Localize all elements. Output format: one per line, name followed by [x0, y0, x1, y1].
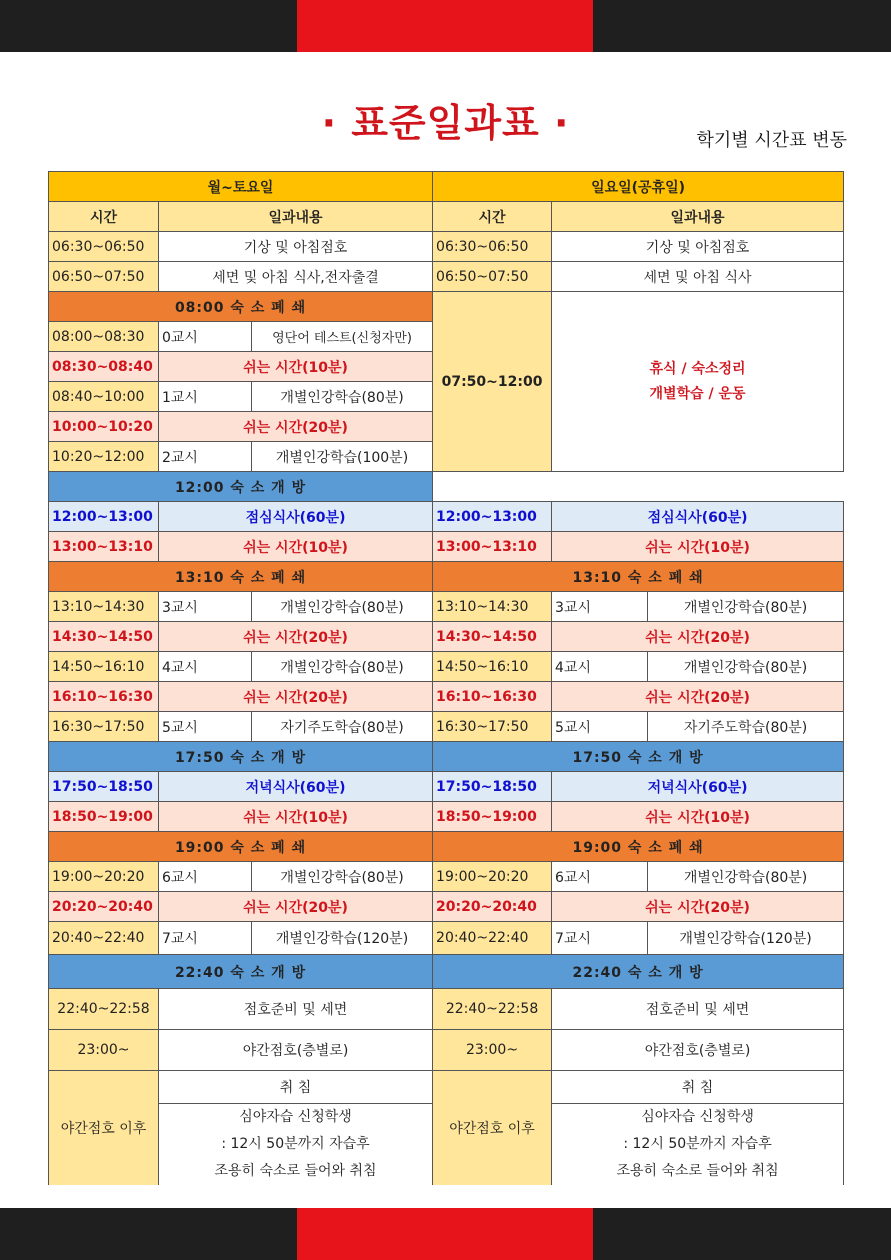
break-cell: 쉬는 시간(20분) [159, 622, 433, 652]
time-cell: 22:40~22:58 [49, 989, 159, 1030]
table-row [49, 262, 844, 292]
time-cell: 14:50~16:10 [433, 652, 552, 682]
time-cell: 06:50~07:50 [49, 262, 159, 292]
sleep-cell: 취 침 [159, 1071, 433, 1104]
table-row [49, 532, 844, 562]
time-cell: 16:30~17:50 [433, 712, 552, 742]
time-cell: 16:10~16:30 [433, 682, 552, 712]
column-header-content: 일과내용 [159, 202, 433, 232]
note-line: 심야자습 신청학생 [641, 1109, 754, 1125]
period-cell: 6교시 [159, 862, 252, 892]
time-cell: 야간점호 이후 [49, 1071, 159, 1186]
table-row [49, 172, 844, 202]
activity-cell: 세면 및 아침 식사,전자출결 [159, 262, 433, 292]
break-cell: 쉬는 시간(20분) [159, 682, 433, 712]
activity-cell: 개별인강학습(80분) [648, 592, 844, 622]
table-row [49, 989, 844, 1030]
activity-cell: 개별인강학습(80분) [648, 862, 844, 892]
period-cell: 1교시 [159, 382, 252, 412]
table-row [49, 472, 844, 502]
table-row [49, 652, 844, 682]
sunday-header: 일요일(공휴일) [433, 172, 844, 202]
table-row [49, 502, 844, 532]
time-cell: 20:40~22:40 [433, 922, 552, 955]
time-cell: 18:50~19:00 [49, 802, 159, 832]
table-row [49, 592, 844, 622]
time-cell: 19:00~20:20 [433, 862, 552, 892]
table-row [49, 772, 844, 802]
time-cell: 10:00~10:20 [49, 412, 159, 442]
table-row [49, 742, 844, 772]
time-cell: 08:30~08:40 [49, 352, 159, 382]
period-cell: 4교시 [552, 652, 648, 682]
break-cell: 쉬는 시간(10분) [159, 532, 433, 562]
time-cell: 14:30~14:50 [433, 622, 552, 652]
period-cell: 5교시 [552, 712, 648, 742]
time-cell: 10:20~12:00 [49, 442, 159, 472]
note-line: : 12시 50분까지 자습후 [221, 1136, 370, 1152]
note-line: : 12시 50분까지 자습후 [623, 1136, 772, 1152]
time-cell: 12:00~13:00 [433, 502, 552, 532]
activity-cell: 점호준비 및 세면 [552, 989, 844, 1030]
column-header-time: 시간 [49, 202, 159, 232]
activity-line: 개별학습 / 운동 [649, 385, 746, 402]
table-row [49, 622, 844, 652]
activity-cell: 자기주도학습(80분) [648, 712, 844, 742]
time-cell: 06:30~06:50 [433, 232, 552, 262]
late-study-note [159, 1104, 433, 1186]
break-cell: 쉬는 시간(20분) [159, 892, 433, 922]
time-cell: 야간점호 이후 [433, 1071, 552, 1186]
activity-cell: 자기주도학습(80분) [252, 712, 433, 742]
activity-cell: 야간점호(층별로) [159, 1030, 433, 1071]
schedule-table [48, 171, 844, 1185]
page-title: · 표준일과표 · [321, 101, 570, 145]
period-cell: 3교시 [159, 592, 252, 622]
activity-cell: 기상 및 아침점호 [552, 232, 844, 262]
period-cell: 3교시 [552, 592, 648, 622]
dorm-open-banner: 12:00 숙 소 개 방 [49, 472, 433, 502]
break-cell: 쉬는 시간(10분) [159, 352, 433, 382]
period-cell: 7교시 [159, 922, 252, 955]
page-subtitle: 학기별 시간표 변동 [696, 130, 847, 151]
break-cell: 쉬는 시간(10분) [552, 532, 844, 562]
time-cell: 14:30~14:50 [49, 622, 159, 652]
activity-cell: 영단어 테스트(신청자만) [252, 322, 433, 352]
dorm-close-banner: 19:00 숙 소 폐 쇄 [49, 832, 433, 862]
time-cell: 20:20~20:40 [433, 892, 552, 922]
period-cell: 5교시 [159, 712, 252, 742]
activity-cell: 개별인강학습(80분) [648, 652, 844, 682]
activity-cell: 기상 및 아침점호 [159, 232, 433, 262]
time-cell: 20:40~22:40 [49, 922, 159, 955]
time-cell: 17:50~18:50 [433, 772, 552, 802]
dorm-open-banner: 17:50 숙 소 개 방 [49, 742, 433, 772]
dorm-open-banner: 22:40 숙 소 개 방 [433, 955, 844, 989]
note-line: 조용히 숙소로 들어와 취침 [616, 1163, 779, 1179]
dorm-close-banner: 13:10 숙 소 폐 쇄 [49, 562, 433, 592]
sleep-cell: 취 침 [552, 1071, 844, 1104]
dorm-close-banner: 19:00 숙 소 폐 쇄 [433, 832, 844, 862]
activity-cell: 세면 및 아침 식사 [552, 262, 844, 292]
time-cell: 19:00~20:20 [49, 862, 159, 892]
time-cell: 14:50~16:10 [49, 652, 159, 682]
break-cell: 쉬는 시간(20분) [552, 892, 844, 922]
late-study-note [552, 1104, 844, 1186]
meal-cell: 저녁식사(60분) [159, 772, 433, 802]
table-row [49, 955, 844, 989]
break-cell: 쉬는 시간(20분) [552, 622, 844, 652]
period-cell: 4교시 [159, 652, 252, 682]
break-cell: 쉬는 시간(10분) [159, 802, 433, 832]
table-row [49, 892, 844, 922]
time-cell: 13:10~14:30 [49, 592, 159, 622]
activity-cell: 점호준비 및 세면 [159, 989, 433, 1030]
table-row [49, 862, 844, 892]
time-cell: 16:10~16:30 [49, 682, 159, 712]
meal-cell: 점심식사(60분) [552, 502, 844, 532]
table-row [49, 832, 844, 862]
time-cell: 20:20~20:40 [49, 892, 159, 922]
weekday-header: 월~토요일 [49, 172, 433, 202]
meal-cell: 점심식사(60분) [159, 502, 433, 532]
dorm-close-banner: 13:10 숙 소 폐 쇄 [433, 562, 844, 592]
period-cell: 2교시 [159, 442, 252, 472]
time-cell: 08:40~10:00 [49, 382, 159, 412]
time-cell: 13:10~14:30 [433, 592, 552, 622]
time-cell: 12:00~13:00 [49, 502, 159, 532]
activity-cell: 개별인강학습(100분) [252, 442, 433, 472]
sunday-morning-activity [552, 292, 844, 472]
dorm-open-banner: 17:50 숙 소 개 방 [433, 742, 844, 772]
time-cell: 18:50~19:00 [433, 802, 552, 832]
time-cell: 08:00~08:30 [49, 322, 159, 352]
table-row [49, 1071, 844, 1104]
break-cell: 쉬는 시간(10분) [552, 802, 844, 832]
column-header-time: 시간 [433, 202, 552, 232]
break-cell: 쉬는 시간(20분) [159, 412, 433, 442]
activity-cell: 개별인강학습(80분) [252, 592, 433, 622]
activity-cell: 개별인강학습(80분) [252, 652, 433, 682]
time-cell: 06:30~06:50 [49, 232, 159, 262]
period-cell: 0교시 [159, 322, 252, 352]
table-row [49, 682, 844, 712]
time-cell: 22:40~22:58 [433, 989, 552, 1030]
break-cell: 쉬는 시간(20분) [552, 682, 844, 712]
table-row [49, 202, 844, 232]
time-cell: 07:50~12:00 [433, 292, 552, 472]
time-cell: 16:30~17:50 [49, 712, 159, 742]
table-row [49, 1030, 844, 1071]
table-row [49, 232, 844, 262]
table-row [49, 292, 844, 322]
note-line: 조용히 숙소로 들어와 취침 [214, 1163, 377, 1179]
activity-line: 휴식 / 숙소정리 [649, 360, 746, 377]
meal-cell: 저녁식사(60분) [552, 772, 844, 802]
note-line: 심야자습 신청학생 [239, 1109, 352, 1125]
table-row [49, 712, 844, 742]
time-cell: 13:00~13:10 [433, 532, 552, 562]
dorm-close-banner: 08:00 숙 소 폐 쇄 [49, 292, 433, 322]
table-row [49, 922, 844, 955]
time-cell: 23:00~ [49, 1030, 159, 1071]
period-cell: 7교시 [552, 922, 648, 955]
dorm-open-banner: 22:40 숙 소 개 방 [49, 955, 433, 989]
activity-cell: 개별인강학습(80분) [252, 862, 433, 892]
time-cell: 06:50~07:50 [433, 262, 552, 292]
bottom-banner [0, 1208, 891, 1260]
top-banner-accent [297, 0, 593, 52]
activity-cell: 개별인강학습(120분) [648, 922, 844, 955]
activity-cell: 야간점호(층별로) [552, 1030, 844, 1071]
activity-cell: 개별인강학습(80분) [252, 382, 433, 412]
bottom-banner-accent [297, 1208, 593, 1260]
table-row [49, 802, 844, 832]
activity-cell: 개별인강학습(120분) [252, 922, 433, 955]
time-cell: 23:00~ [433, 1030, 552, 1071]
top-banner [0, 0, 891, 52]
column-header-content: 일과내용 [552, 202, 844, 232]
time-cell: 17:50~18:50 [49, 772, 159, 802]
table-row [49, 562, 844, 592]
time-cell: 13:00~13:10 [49, 532, 159, 562]
period-cell: 6교시 [552, 862, 648, 892]
